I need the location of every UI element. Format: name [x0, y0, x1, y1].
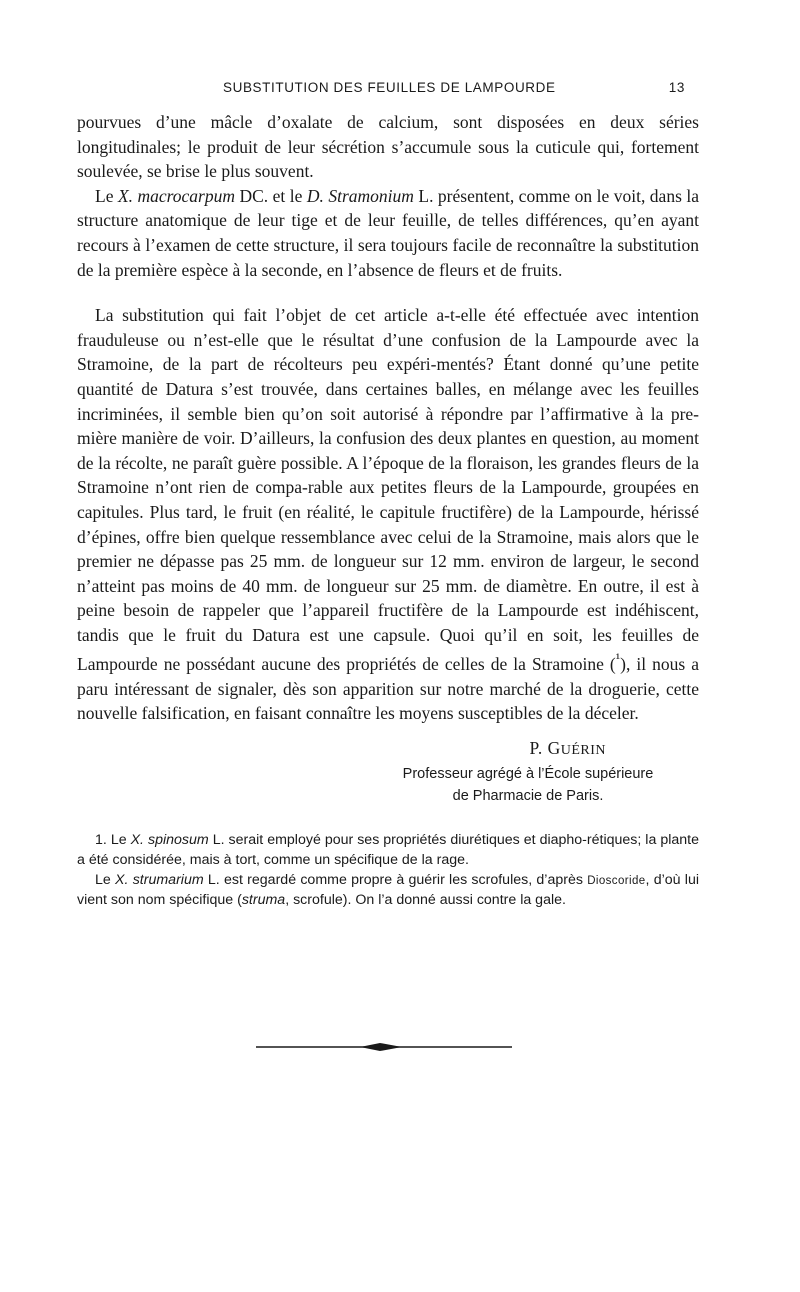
p3-text: La substitution qui fait l’objet de cet article a-t-elle été effectuée avec intention frauduleuse ou n’est-elle que le résultat d’une confusion de la Lampourde avec la Stramoine, de la part de récolteurs peu expéri-mentés? Étant donné qu’une petite quantité de Datura s’est trouvée, dans certaines balles, en mélange avec les feuilles incriminées, il semble bien qu’on soit autorisé à répondre par l’affirmative à la pre-mière manière de voir. D’ailleurs, la confusion des deux plantes en question, au moment de la récolte, ne paraît guère possible. A l’époque de la floraison, les grandes fleurs de la Stramoine n’ont rien de compa-rable aux petites fleurs de la Lampourde, groupées en capitules. Plus tard, le fruit (en réalité, le capitule fructifère) de la Lampourde, hérissé d’épines, offre bien quelque ressemblance avec celui de la Stramoine, mais alors que le premier ne dépasse pas 25 mm. de longueur sur 12 mm. environ de largeur, le second n’atteint pas moins de 40 mm. de longueur sur 25 mm. de diamètre. En outre, il est à peine besoin de rappeler que l’appareil fructifère de la Lampourde est indéhiscent, tandis que le fruit du Datura est une capsule. Quoi qu’il en soit, les feuilles de Lampourde ne possédant aucune des propriétés de celles de la Stramoine ( [77, 305, 699, 675]
ornament-diamond [360, 1043, 402, 1051]
species-x-macrocarpum: X. macrocarpum [117, 185, 236, 206]
fn1-post: L. serait employé pour ses propriétés diurétiques et diapho-rétiques; la plante a été considérée, mais à tort, comme un spécifique de la rage. [77, 832, 699, 868]
paragraph-1: pourvues d’une mâcle d’oxalate de calcium, sont disposées en deux séries longitudinales; le produit de leur sécrétion s’accumule sous la cuticule qui, fortement soulevée, se brise le plus souvent. [77, 112, 699, 182]
page [77, 78, 699, 911]
end-ornament [256, 1040, 512, 1054]
fn2-pre: Le [95, 871, 116, 888]
footnote-1 [77, 831, 699, 871]
signature [77, 736, 699, 807]
species-x-strumarium: X. strumarium [115, 871, 204, 888]
author-dioscoride: Dioscoride [587, 874, 646, 887]
footnote-2 [77, 871, 699, 912]
word-struma: struma [241, 892, 286, 909]
body-text [77, 110, 699, 726]
footnote-ref: ¹ [615, 651, 621, 668]
fn2-mid2: , d’où lui vient son nom spécifique ( [77, 871, 700, 909]
paragraph-2 [77, 184, 699, 282]
author-surname: UÉRIN [560, 743, 606, 759]
p2-post: L. présentent, comme on le voit, dans la structure anatomique de leur tige et de leur feuille, de telles différences, qu’en ayant recours à l’examen de cette structure, il sera toujours facile de reconnaître la substitution de la première espèce à la seconde, en l’absence de fleurs et de fruits. [77, 185, 699, 280]
fn2-post: , scrofule). On l’a donné aussi contre la gale. [285, 892, 566, 909]
p2-pre: Le [95, 185, 118, 206]
species-x-spinosum: X. spinosum [130, 832, 209, 849]
author-affiliation-2: de Pharmacie de Paris. [452, 788, 604, 805]
fn2-mid: L. est regardé comme propre à guérir les scrofules, d’après [203, 871, 588, 888]
author-name [77, 736, 699, 763]
running-head [77, 78, 699, 100]
species-d-stramonium: D. Stramonium [306, 185, 414, 206]
paragraph-3 [77, 303, 699, 726]
author-affiliation-1: Professeur agrégé à l’École supérieure [402, 766, 654, 783]
p2-mid: DC. et le [235, 185, 307, 206]
page-number: 13 [668, 80, 685, 95]
p3-end: ), il nous a paru intéressant de signaler, dès son apparition sur notre marché de la droguerie, cette nouvelle falsification, en faisant connaître les moyens susceptibles de la déceler. [77, 654, 699, 724]
author-initial: P. G [529, 738, 561, 759]
footnotes [77, 831, 699, 911]
fn1-pre: 1. Le [95, 832, 131, 849]
running-title: SUBSTITUTION DES FEUILLES DE LAMPOURDE [223, 80, 556, 95]
